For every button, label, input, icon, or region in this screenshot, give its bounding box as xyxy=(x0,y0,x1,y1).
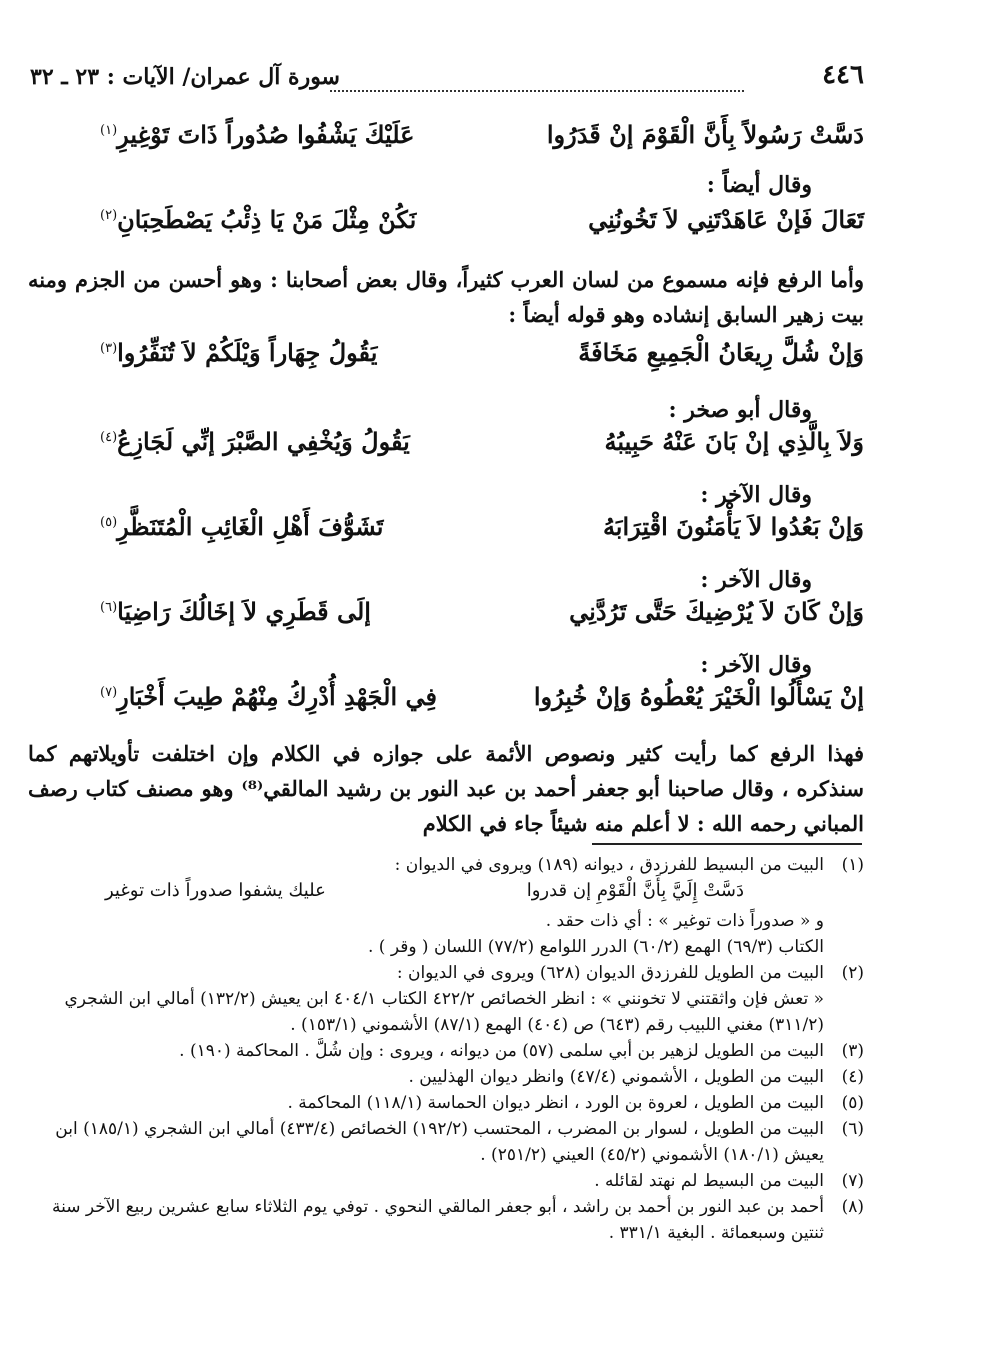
footnote-number: (٤) xyxy=(841,1067,864,1087)
page-header xyxy=(30,60,864,100)
footnote-text: البيت من البسيط للفرزدق ، ديوانه (١٨٩) ويروى في الديوان : xyxy=(394,855,824,875)
footnote-number: (٧) xyxy=(841,1171,864,1191)
footnote-marker: (٥) xyxy=(100,515,118,530)
verse-line xyxy=(100,597,864,641)
verse-first-hemistich: إنْ يَسْأَلُوا الْخَيْرَ يُعْطُوهُ وَإنْ خُبِرُوا xyxy=(533,682,864,711)
footnote-text: الكتاب (٦٩/٣) الهمع (٦٠/٢) الدرر اللوامع (٧٧/٢) اللسان ( وقر ) . xyxy=(367,937,824,957)
verse-second-hemistich-text: عَلَيْكَ يَشْفُوا صُدُوراً ذَاتَ تَوْغِيرِ xyxy=(117,120,415,149)
page-number: ٤٤٦ xyxy=(822,60,864,90)
verse-second-hemistich xyxy=(100,427,410,456)
footnote-number: (٢) xyxy=(841,963,864,983)
verse-line xyxy=(100,427,864,471)
speaker-label: وقال الآخر : xyxy=(700,567,812,593)
footnote-2 xyxy=(30,960,864,1038)
verse-second-hemistich-text: إلَى قَطَرِي لاَ إخَالُكَ رَاضِيَا xyxy=(117,597,371,626)
footnote-verse xyxy=(30,878,824,908)
footnote-number: (١) xyxy=(841,855,864,875)
speaker-label: وقال الآخر : xyxy=(700,482,812,508)
footnote-number: (٥) xyxy=(841,1093,864,1113)
footnote-number: (٣) xyxy=(841,1041,864,1061)
verse-second-hemistich xyxy=(100,512,383,541)
footnote-6 xyxy=(30,1116,864,1168)
verse-line xyxy=(100,338,864,382)
footnote-marker: (٧) xyxy=(100,685,118,700)
verse-second-hemistich xyxy=(100,682,437,711)
verse-line xyxy=(100,682,864,726)
footnote-separator xyxy=(592,843,862,845)
verse-first-hemistich: وَإنْ بَعُدُوا لاَ يَأْمَنُونَ اقْتِرَابَهُ xyxy=(602,512,864,541)
verse-first-hemistich: وَإنْ كَانَ لاَ يُرْضِيكَ حَتَّى تَرُدَّنِي xyxy=(569,597,864,626)
footnote-3 xyxy=(30,1038,864,1064)
footnote-number: (٦) xyxy=(841,1119,864,1139)
footnote-text: البيت من الطويل للفرزدق الديوان (٦٢٨) ويروى في الديوان : xyxy=(396,963,824,983)
verse-second-hemistich xyxy=(100,120,414,149)
footnote-8 xyxy=(30,1194,864,1246)
verse-line xyxy=(100,512,864,556)
footnote-text: و « صدوراً ذات توغير » : أي ذات حقد . xyxy=(545,911,824,931)
footnote-4 xyxy=(30,1064,864,1090)
footnote-marker: (٣) xyxy=(100,341,118,356)
speaker-label: وقال أبو صخر : xyxy=(668,397,812,423)
verse-second-hemistich-text: يَقُولُ وَيُخْفِي الصَّبْرَ إنِّي لَجَازِعُ xyxy=(117,427,410,456)
verse-second-hemistich-text: فِي الْجَهْدِ أُدْرِكُ مِنْهُمْ طِيبَ أَخْبَارِ xyxy=(117,682,437,711)
footnote-marker: (٦) xyxy=(100,600,118,615)
footnote-text: البيت من الطويل ، لسوار بن المضرب ، المحتسب (١٩٢/٢) الخصائص (٤٣٣/٤) أمالي ابن الشجري (١٨٥/١) ابن يعيش (١٨٠/١) الأشموني (٤٥/٢) العيني (٢٥١/٢) . xyxy=(55,1119,824,1165)
body-paragraph: فهذا الرفع كما رأيت كثير ونصوص الأئمة على جوازه في الكلام وإن اختلفت تأويلاتهم كما سنذكره ، وقال صاحبنا أبو جعفر أحمد بن عبد النور بن رشيد المالقي⁽⁸⁾ وهو مصنف كتاب رصف المباني رحمه الله : لا أعلم منه شيئاً جاء في الكلام xyxy=(28,741,865,836)
footnote-verse-second: عليك يشفوا صدوراً ذات توغير xyxy=(105,880,326,901)
speaker-label: وقال الآخر : xyxy=(700,652,812,678)
verse-first-hemistich: تَعَالَ فَإنْ عَاهَدْتَنِي لاَ تَخُونُنِي xyxy=(588,205,864,234)
header-dotted-leader xyxy=(330,90,744,92)
verse-second-hemistich xyxy=(100,338,377,367)
speaker-label: وقال أيضاً : xyxy=(706,172,812,198)
verse-line xyxy=(100,205,864,249)
running-title: سورة آل عمران/ الآيات : ٢٣ ـ ٣٢ xyxy=(30,64,340,90)
body-paragraph: وأما الرفع فإنه مسموع من لسان العرب كثيراً، وقال بعض أصحابنا : وهو أحسن من الجزم ومنه بيت زهير السابق إنشاده وهو قوله أيضاً : xyxy=(28,267,864,327)
footnote-text: البيت من الطويل ، لعروة بن الورد ، انظر ديوان الحماسة (١١٨/١) المحاكمة . xyxy=(287,1093,824,1113)
footnotes xyxy=(30,852,864,1246)
verse-second-hemistich-text: يَقُولُ جِهَاراً وَيْلَكُمْ لاَ تُنَفِّرُوا xyxy=(117,338,378,367)
footnote-text: البيت من البسيط لم نهتد لقائله . xyxy=(594,1171,824,1191)
verse-second-hemistich xyxy=(100,597,371,626)
verse-first-hemistich: دَسَّتْ رَسُولاً بِأَنَّ الْقَوْمَ إنْ قَدَرُوا xyxy=(546,120,864,149)
footnote-1 xyxy=(30,852,864,960)
footnote-marker: (١) xyxy=(100,123,118,138)
verse-first-hemistich: وَإنْ شُلَّ رِيعَانُ الْجَمِيعِ مَخَافَةً xyxy=(578,338,864,367)
verse-first-hemistich: وَلاَ بِالَّذِي إنْ بَانَ عَنْهُ حَبِيبُهُ xyxy=(604,427,864,456)
footnote-text: « تعش فإن واثقتني لا تخونني » : انظر الخصائص ٤٢٢/٢ الكتاب ٤٠٤/١ ابن يعيش (١٣٢/٢) أمالي ابن الشجري (٣١١/٢) مغني اللبيب رقم (٦٤٣) ص (٤٠٤) الهمع (٨٧/١) الأشموني (١٥٣/١) . xyxy=(64,989,824,1035)
verse-line xyxy=(100,120,864,164)
verse-second-hemistich-text: تَشَوُّفَ أَهْلِ الْغَائِبِ الْمُتَنَظَّرِ xyxy=(117,512,384,541)
footnote-marker: (٢) xyxy=(100,208,118,223)
footnote-text: البيت من الطويل لزهير بن أبي سلمى (٥٧) من ديوانه ، ويروى : وإن شُلَّ . المحاكمة (١٩٠) . xyxy=(179,1041,824,1061)
footnote-7 xyxy=(30,1168,864,1194)
verse-second-hemistich xyxy=(100,205,416,234)
footnote-5 xyxy=(30,1090,864,1116)
footnote-number: (٨) xyxy=(841,1197,864,1217)
footnote-marker: (٤) xyxy=(100,430,118,445)
footnote-text: أحمد بن عبد النور بن أحمد بن راشد ، أبو جعفر المالقي النحوي . توفي يوم الثلاثاء سابع عشرين ربيع الآخر سنة ثنتين وسبعمائة . البغية ٣٣١/١ . xyxy=(52,1197,824,1243)
footnote-text: البيت من الطويل ، الأشموني (٤٧/٤) وانظر ديوان الهذليين . xyxy=(408,1067,824,1087)
footnote-verse-first: دَسَّتْ إِلَيَّ بِأَنَّ الْقَوْمِ إن قدروا xyxy=(526,880,744,901)
verse-second-hemistich-text: نَكُنْ مِثْلَ مَنْ يَا ذِئْبُ يَصْطَحِبَانِ xyxy=(117,205,417,234)
